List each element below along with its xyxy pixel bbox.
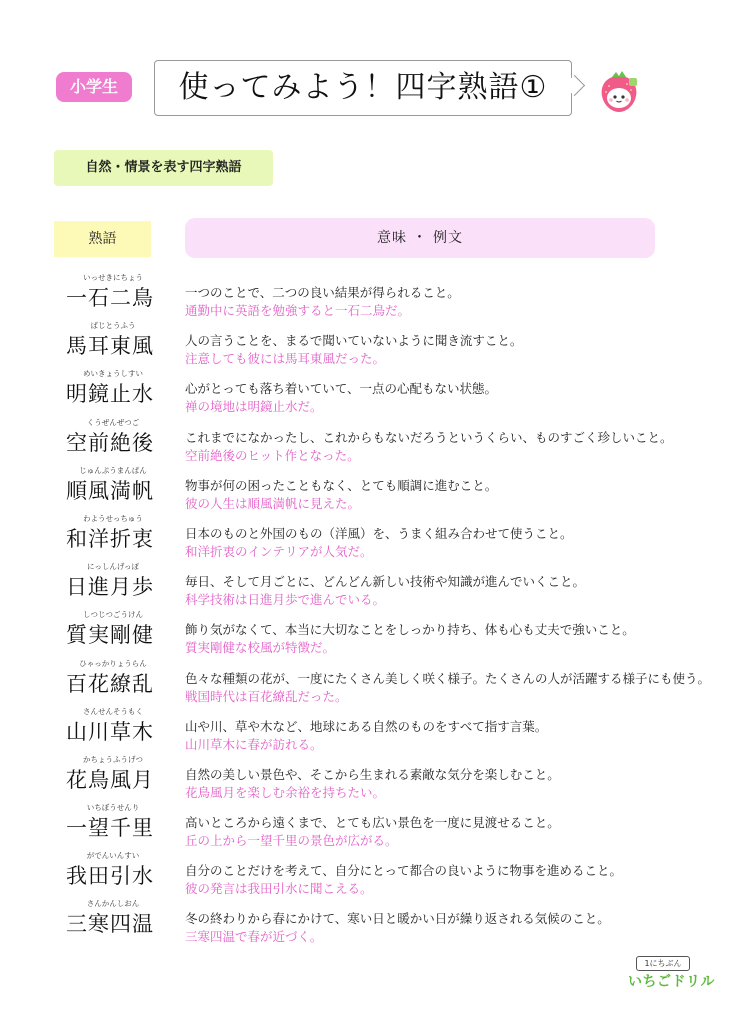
idiom-term: 山川草木	[66, 719, 154, 744]
idiom-example: 通勤中に英語を勉強すると一石二鳥だ。	[185, 303, 411, 318]
idiom-term: 日進月歩	[66, 575, 154, 600]
idiom-reading: さんかんしおん	[86, 899, 140, 909]
idiom-example: 花鳥風月を楽しむ余裕を持ちたい。	[185, 784, 386, 800]
idiom-entry	[0, 752, 741, 800]
idiom-reading: いっせきにちょう	[83, 273, 143, 282]
idiom-meaning: 自分のことだけを考えて、自分にとって都合の良いように物事を進めること。	[185, 863, 623, 879]
idiom-term: 明鏡止水	[66, 382, 154, 407]
idiom-reading: ばじとうふう	[90, 321, 136, 331]
idiom-meaning: 飾り気がなくて、本当に大切なことをしっかり持ち、体も心も丈夫で強いこと。	[185, 622, 635, 638]
idiom-example: 注意しても彼には馬耳東風だった。	[185, 351, 386, 367]
idiom-reading: くうぜんぜつご	[86, 417, 140, 427]
idiom-meaning: これまでになかったし、これからもないだろうというくらい、ものすごく珍しいこと。	[185, 429, 673, 445]
idiom-entry	[0, 800, 741, 848]
idiom-meaning: 冬の終わりから春にかけて、寒い日と暖かい日が繰り返される気候のこと。	[185, 911, 610, 927]
idiom-entry	[0, 463, 741, 511]
idiom-term: 我田引水	[66, 864, 154, 889]
idiom-example: 科学技術は日進月歩で進んでいる。	[185, 592, 386, 608]
idiom-reading: しつじつごうけん	[83, 610, 143, 620]
idiom-entry	[0, 607, 741, 655]
idiom-term: 百花繚乱	[66, 671, 154, 696]
column-header-term: 熟語	[54, 221, 151, 257]
idiom-entry	[0, 559, 741, 607]
strawberry-mascot-icon	[596, 68, 642, 114]
idiom-list	[0, 270, 741, 945]
idiom-term: 馬耳東風	[66, 334, 154, 359]
idiom-example: 彼の人生は順風満帆に見えた。	[185, 495, 361, 511]
column-header-meaning: 意味 ・ 例文	[185, 218, 655, 258]
idiom-reading: さんせんそうもく	[83, 706, 143, 716]
idiom-entry	[0, 896, 741, 944]
idiom-meaning: 山や川、草や木など、地球にある自然のものをすべて指す言葉。	[185, 718, 548, 734]
idiom-meaning: 自然の美しい景色や、そこから生まれる素敵な気分を楽しむこと。	[185, 766, 560, 782]
idiom-example: 彼の発言は我田引水に聞こえる。	[185, 881, 373, 897]
idiom-meaning: 高いところから遠くまで、とても広い景色を一度に見渡せること。	[185, 815, 560, 831]
idiom-entry	[0, 704, 741, 752]
idiom-meaning: 一つのことで、二つの良い結果が得られること。	[185, 285, 460, 300]
idiom-reading: がでんいんすい	[86, 851, 140, 861]
idiom-example: 三寒四温で春が近づく。	[185, 929, 323, 945]
idiom-meaning: 日本のものと外国のもの（洋風）を、うまく組み合わせて使うこと。	[185, 525, 573, 541]
idiom-term: 和洋折衷	[66, 526, 154, 551]
idiom-meaning: 毎日、そして月ごとに、どんどん新しい技術や知識が進んでいくこと。	[185, 574, 586, 590]
idiom-term: 空前絶後	[66, 430, 154, 455]
idiom-term: 一石二鳥	[66, 286, 154, 310]
brand-logo	[628, 956, 715, 992]
idiom-entry	[0, 366, 741, 414]
brand-tagline: 1にちぶん	[636, 956, 690, 971]
idiom-example: 和洋折衷のインテリアが人気だ。	[185, 543, 373, 559]
idiom-example: 質実剛健な校風が特徴だ。	[185, 640, 336, 656]
idiom-entry	[0, 848, 741, 896]
category-label: 自然・情景を表す四字熟語	[54, 150, 273, 186]
idiom-term: 三寒四温	[66, 912, 154, 937]
idiom-entry	[0, 656, 741, 704]
page-title: 使ってみよう！四字熟語①	[154, 60, 572, 116]
grade-badge: 小学生	[56, 72, 132, 102]
idiom-example: 空前絶後のヒット作となった。	[185, 447, 360, 463]
idiom-meaning: 物事が何の困ったこともなく、とても順調に進むこと。	[185, 477, 498, 493]
idiom-entry	[0, 511, 741, 559]
idiom-example: 丘の上から一望千里の景色が広がる。	[185, 833, 398, 849]
idiom-term: 質実剛健	[66, 623, 154, 648]
idiom-example: 山川草木に春が訪れる。	[185, 736, 323, 752]
brand-name: いちごドリル	[628, 974, 715, 990]
idiom-reading: かちょうふうげつ	[83, 754, 143, 764]
idiom-reading: じゅんぷうまんぱん	[79, 465, 147, 475]
idiom-term: 花鳥風月	[66, 767, 154, 792]
idiom-entry	[0, 415, 741, 463]
idiom-reading: わようせっちゅう	[83, 513, 143, 523]
idiom-reading: めいきょうしすい	[83, 369, 143, 379]
idiom-entry	[0, 270, 741, 318]
idiom-reading: ひゃっかりょうらん	[79, 658, 147, 668]
idiom-reading: にっしんげっぽ	[87, 562, 139, 572]
idiom-example: 禅の境地は明鏡止水だ。	[185, 399, 323, 415]
idiom-term: 一望千里	[66, 816, 154, 841]
idiom-meaning: 心がとっても落ち着いていて、一点の心配もない状態。	[185, 381, 498, 397]
idiom-reading: いちぼうせんり	[86, 803, 140, 813]
idiom-example: 戦国時代は百花繚乱だった。	[185, 688, 348, 704]
idiom-meaning: 人の言うことを、まるで聞いていないように聞き流すこと。	[185, 333, 523, 349]
idiom-entry	[0, 318, 741, 366]
idiom-meaning: 色々な種類の花が、一度にたくさん美しく咲く様子。たくさんの人が活躍する様子にも使う。	[185, 670, 711, 686]
idiom-term: 順風満帆	[66, 478, 154, 503]
